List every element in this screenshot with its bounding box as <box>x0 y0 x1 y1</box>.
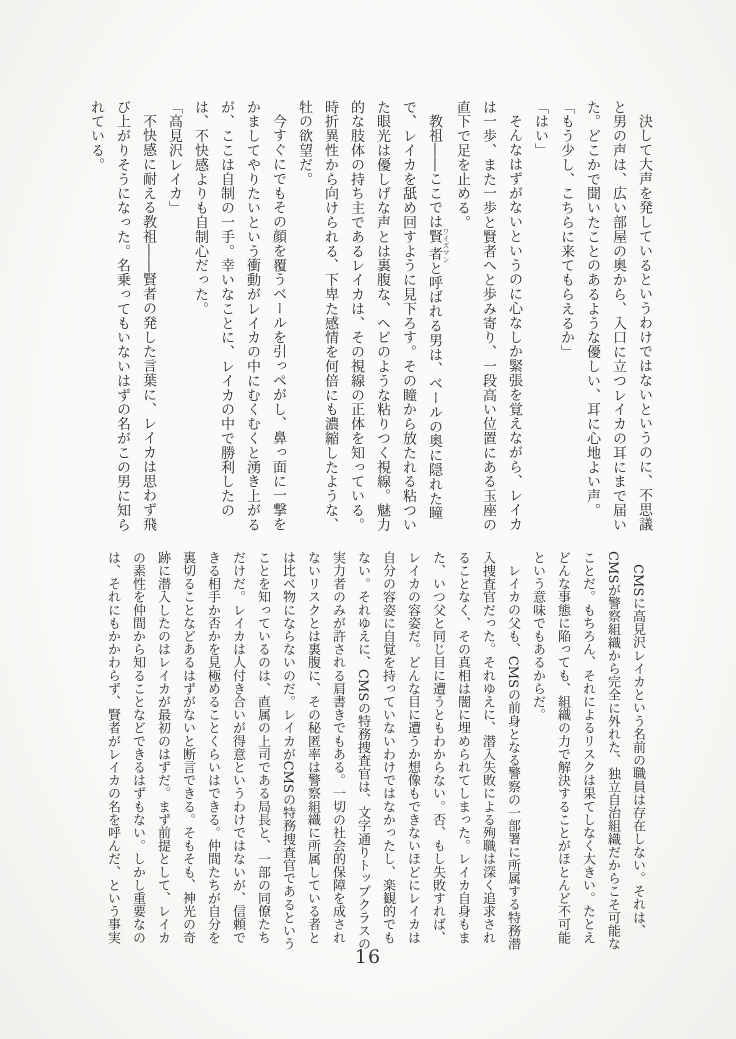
text-line: きる相手か否かを見極めることくらいはできる。仲間たちが自分を <box>205 551 220 944</box>
text-line: そんなはずがないというのに心なしか緊張を覚えながら、レイカ <box>507 114 523 532</box>
text-line: 跡に潜入したのはレイカが最初のはずだ。まず前提として、レイカ <box>155 551 170 944</box>
text-line: ることなく、その真相は闇に埋められてしまった。レイカ自身もま <box>455 551 470 944</box>
text-line: レイカの容姿だ。どんな目に遭うか想像もできないほどにレイカは <box>405 551 420 944</box>
text-line: 「高見沢レイカ」 <box>167 100 183 216</box>
text-line: レイカの父も、CMSの前身となる警察の一部署に所属する特務潜 <box>505 564 520 951</box>
text-line: は、それにもかかわらず、賢者がレイカの名を呼んだ、という事実 <box>105 551 120 944</box>
text-block-top <box>84 100 658 540</box>
text-line: 裏切ることなどあるはずがないと断言できる。そもそも、神光の奇 <box>180 551 195 944</box>
text-line: 教祖――ここでは賢者 ワイズマンと呼ばれる男は、ベールの奥に隠れた瞳 <box>427 114 450 521</box>
text-line: 決して大声を発しているというわけではないというのに、不思議 <box>637 114 653 532</box>
text-line: と男の声は、広い部屋の奥から、入口に立つレイカの耳にまで届い <box>611 100 627 532</box>
text-line: が、ここは自制の一手。幸いなことに、レイカの中で勝利したの <box>219 100 235 518</box>
text-line: た。どこかで聞いたことのあるような優しい、耳に心地よい声。 <box>585 100 601 518</box>
text-line: 的な肢体の持ち主であるレイカは、その視線の正体を知っている。 <box>349 100 365 532</box>
text-line: た眼光は優しげな声とは裏腹な、ヘビのような粘りつく視線。魅力 <box>375 100 391 532</box>
text-line: は、不快感よりも自制心だった。 <box>193 100 209 316</box>
text-line: 入捜査官だった。それゆえに、潜入失敗による殉職は深く追求され <box>480 551 495 944</box>
text-line: び上がりそうになった。名乗ってもいないはずの名がこの男に知ら <box>115 100 131 532</box>
text-line: どんな事態に陥っても、組織の力で解決することがほとんど不可能 <box>555 551 570 944</box>
text-line: ないリスクとは裏腹に、その秘匿率は警察組織に所属している者と <box>305 551 320 944</box>
text-line: 不快感に耐える教祖――賢者の発した言葉に、レイカは思わず飛 <box>141 114 157 532</box>
text-line: は比べ物にならないのだ。レイカがCMSの特務捜査官であるという <box>280 551 295 951</box>
text-line: た、いつ父と同じ目に遭うともわからない。否、もし失敗すれば、 <box>430 551 445 944</box>
text-line: ことだ。もちろん、それによるリスクは果てしなく大きい。たとえ <box>580 551 595 944</box>
text-line: 自分の容姿に自覚を持っていないわけではなかったし、楽観的でも <box>380 551 395 944</box>
text-line: だけだ。レイカは人付き合いが得意というわけではないが、信頼で <box>230 551 245 944</box>
text-line: 「もう少し、こちらに来てもらえるか」 <box>559 100 575 360</box>
text-line: ない。それゆえに、CMSの特務捜査官は、文字通りトップクラスの <box>355 551 370 951</box>
text-line: かましてやりたいという衝動がレイカの中にむくむくと湧き上がる <box>245 100 261 532</box>
text-line: 今すぐにでもその顔を覆うベールを引っぺがし、鼻っ面に一撃を <box>271 114 287 532</box>
text-line: の素性を仲間から知ることなどできるはずもない。しかし重要なの <box>130 551 145 944</box>
text-line: CMSが警察組織から完全に外れた、独立自治組織だからこそ可能な <box>605 551 620 951</box>
text-line: は一歩、また一歩と賢者へと歩み寄り、一段高い位置にある玉座の <box>481 100 497 532</box>
text-block-bottom <box>100 551 650 949</box>
text-line: CMSに高見沢レイカという名前の職員は存在しない。それは、 <box>630 564 645 938</box>
page-number: 16 <box>354 946 382 968</box>
text-line: 時折異性から向けられる、下卑た感情を何倍にも濃縮したような、 <box>323 100 339 532</box>
text-line: 牡の欲望だ。 <box>297 100 313 187</box>
text-line: ことを知っているのは、直属の上司である局長と、一部の同僚たち <box>255 551 270 944</box>
text-line: という意味でもあるからだ。 <box>530 551 545 722</box>
text-line: 直下で足を止める。 <box>455 100 471 230</box>
text-line: で、レイカを舐め回すように見下ろす。その瞳から放たれる粘つい <box>401 100 417 532</box>
text-line: 実力者のみが許される肩書きでもある。一切の社会的保障を成され <box>330 551 345 944</box>
text-line: れている。 <box>89 100 105 172</box>
text-line: 「はい」 <box>533 100 549 158</box>
ruby-annotated-word: 賢者 ワイズマン <box>427 227 450 263</box>
